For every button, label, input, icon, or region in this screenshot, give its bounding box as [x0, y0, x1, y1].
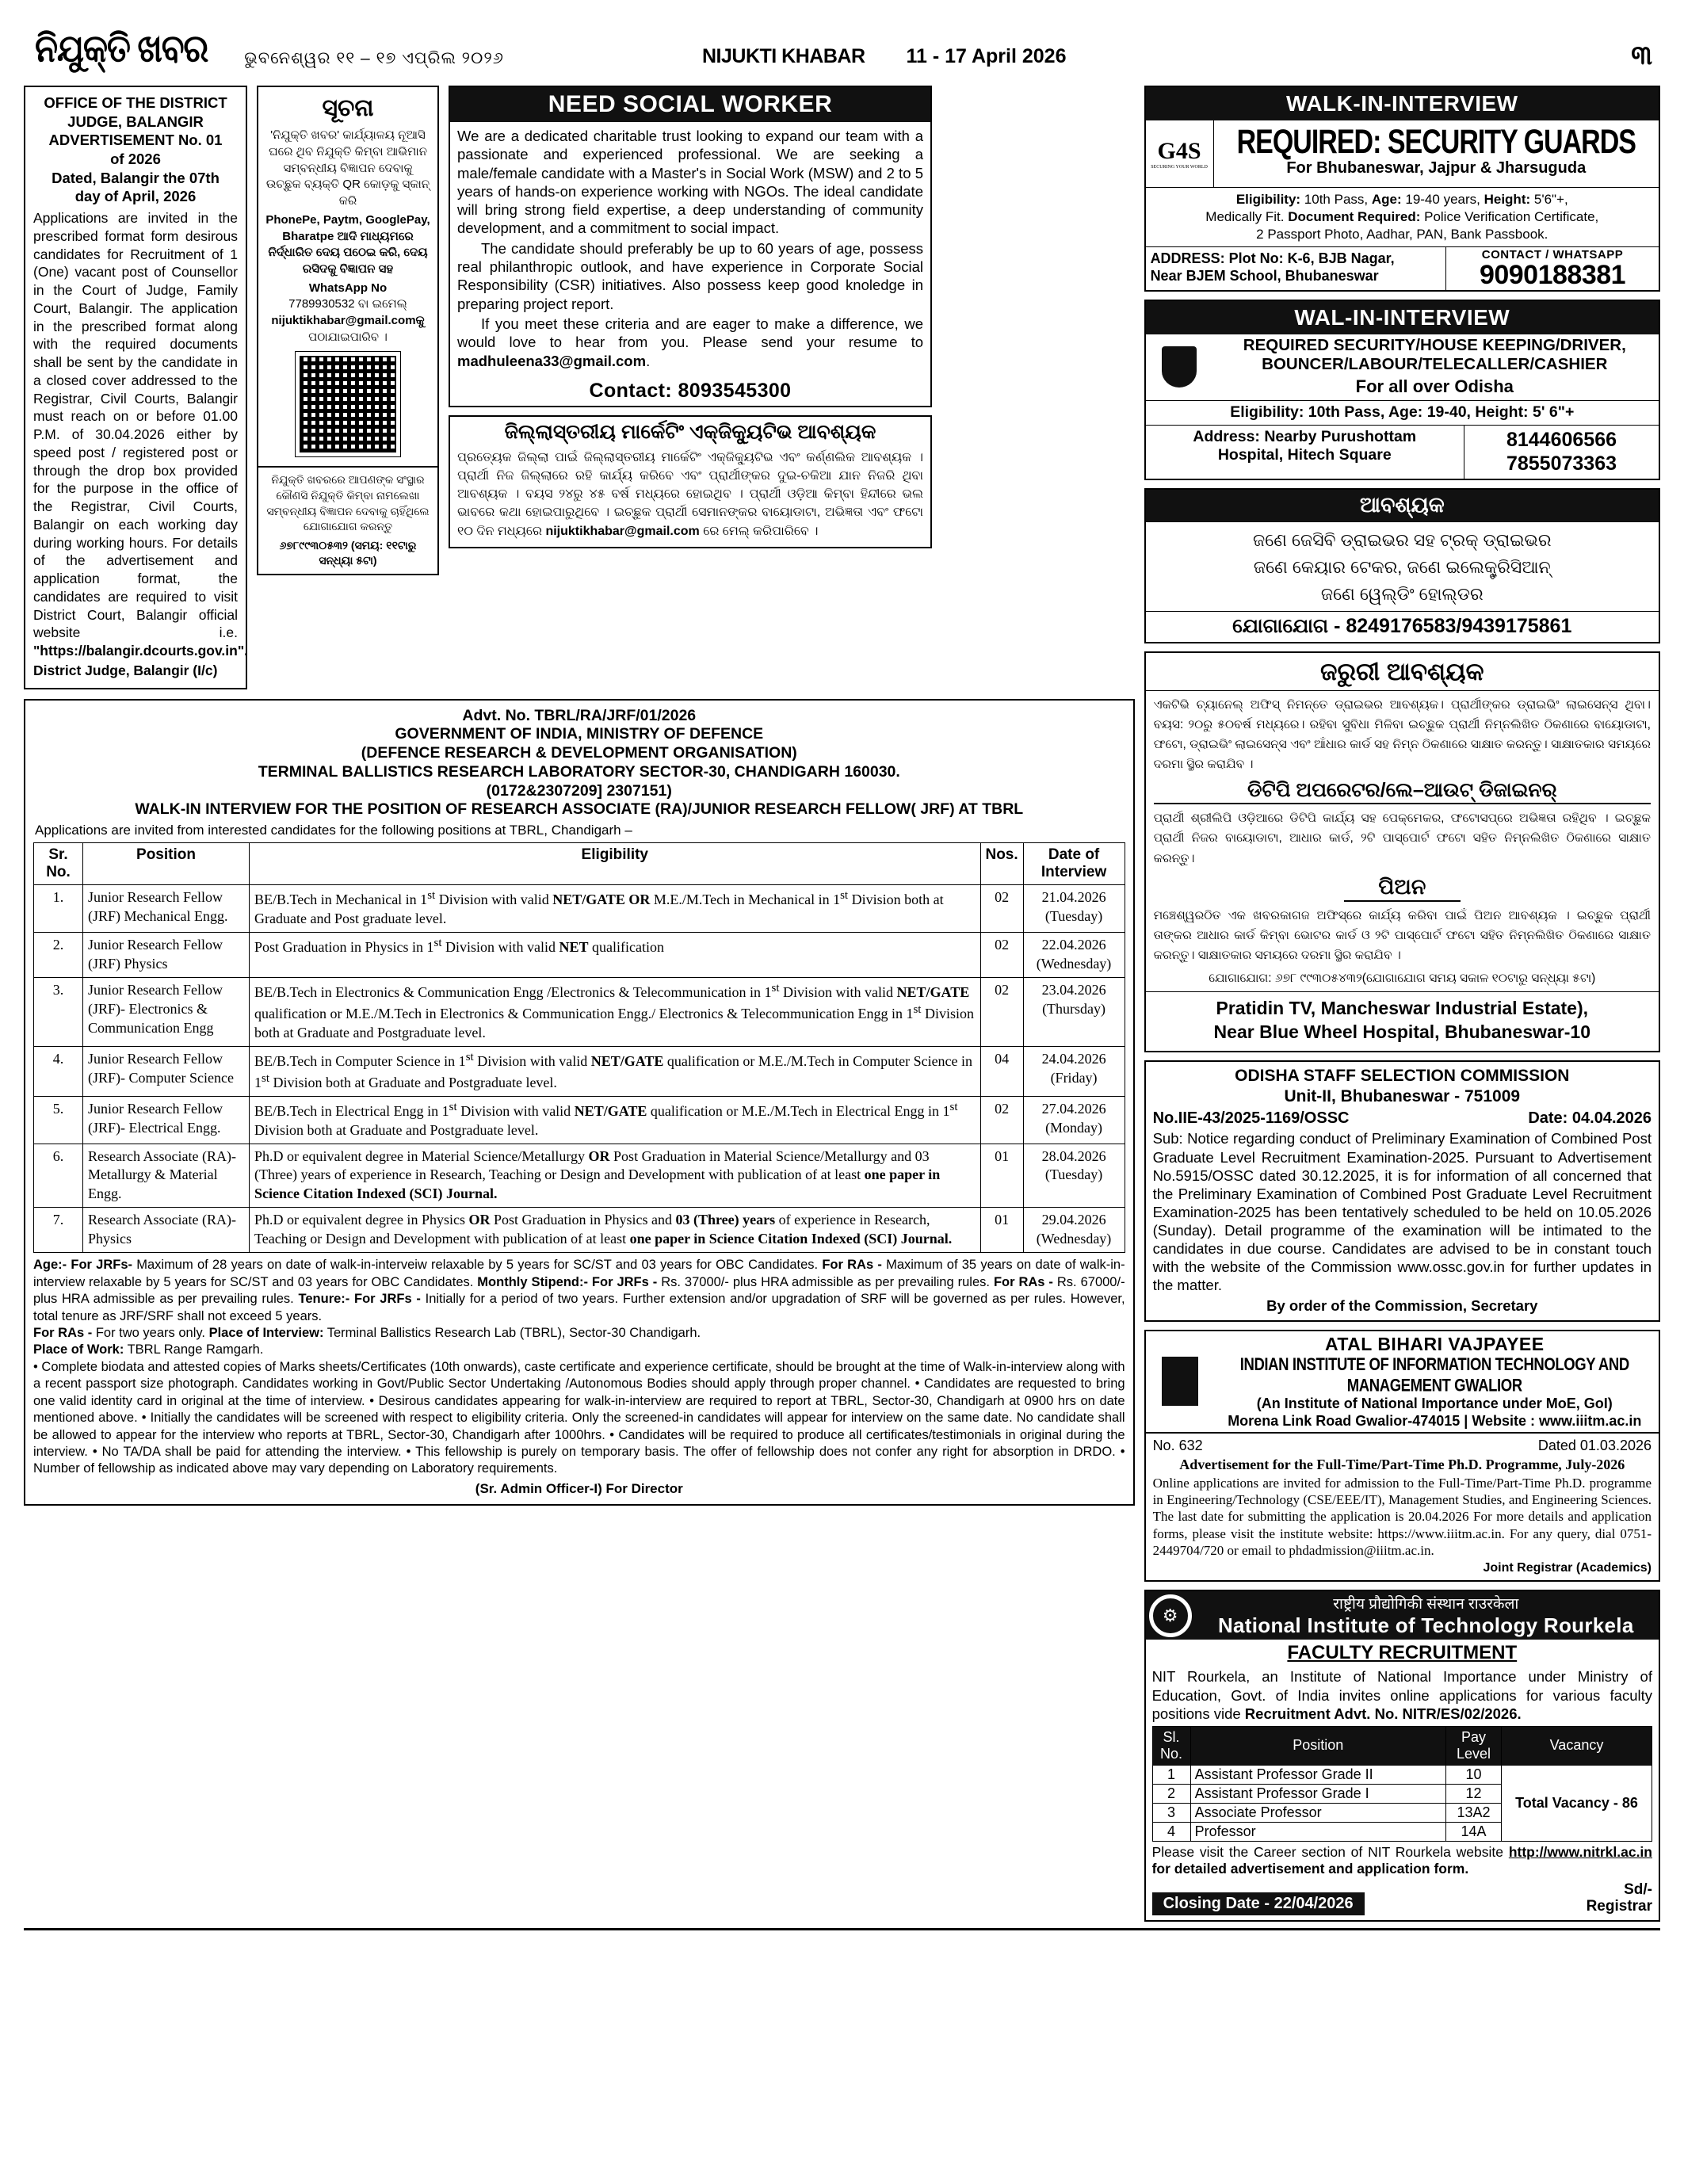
suchana-whatsapp-label: WhatsApp No: [308, 281, 388, 295]
g4s-age-label: Age:: [1371, 192, 1402, 207]
cell-eligibility: BE/B.Tech in Computer Science in 1st Division with valid NET/GATE qualification or M.E./M.Tech in Computer Science in 1st Division both at Graduate and Postgraduate level.: [250, 1046, 981, 1096]
marketing-email[interactable]: nijuktikhabar@gmail.com: [545, 524, 700, 538]
g4s-documents-line-3: 2 Passport Photo, Aadhar, PAN, Bank Passbook.: [1256, 226, 1548, 242]
nitr-intro: NIT Rourkela, an Institute of National Importance under Ministry of Education, Govt. of India invites online applications for various faculty positions vide: [1151, 1668, 1652, 1722]
cell-position: Research Associate (RA)- Metallurgy & Material Engg.: [83, 1144, 250, 1208]
ossc-title-2: Unit-II, Bhubaneswar - 751009: [1284, 1087, 1521, 1106]
nitr-cell-vacancy: Total Vacancy - 86: [1502, 1765, 1652, 1841]
nitr-cell-pay: 12: [1446, 1784, 1502, 1803]
g4s-address-line-1: Plot No: K-6, BJB Nagar,: [1224, 250, 1395, 267]
cell-sr-no: 2.: [34, 933, 83, 978]
jaruri-contact[interactable]: ଯୋଗାଯୋଗ: ୬୭୮ ୯୯୩୦୫୪୩୨(ଯୋଗାଯୋଗ ସମୟ ସକାଳ ୧୦ଟାରୁ ସନ୍ଧ୍ୟା ୫ଟା): [1209, 972, 1596, 985]
walkin2-address-line-1: Address: Nearby Purushottam: [1193, 427, 1417, 445]
table-header-row: [34, 843, 1125, 885]
nitr-note-post: for detailed advertisement and application form.: [1151, 1861, 1469, 1877]
masthead-date: 11 - 17 April 2026: [906, 45, 1067, 67]
nitr-positions-table: [1152, 1726, 1652, 1842]
nitr-closing-date: Closing Date - 22/04/2026: [1152, 1892, 1365, 1915]
nitr-advt-no: Recruitment Advt. No. NITR/ES/02/2026.: [1244, 1705, 1522, 1722]
ad-jaruri-abasyaka: [1144, 651, 1660, 1052]
ossc-title-1: ODISHA STAFF SELECTION COMMISSION: [1235, 1066, 1570, 1085]
dj-title-line-2: JUDGE, BALANGIR: [67, 113, 204, 130]
table-row: [34, 1046, 1125, 1096]
cell-sr-no: 3.: [34, 977, 83, 1046]
nitr-emblem-icon: ⚙: [1149, 1594, 1192, 1637]
right-column: [1144, 86, 1660, 1922]
g4s-headline: REQUIRED: SECURITY GUARDS: [1236, 123, 1636, 161]
th-sr-no: Sr. No.: [34, 843, 83, 885]
iiitm-name-4: Morena Link Road Gwalior-474015 | Website : www.iiitm.ac.in: [1228, 1412, 1642, 1429]
nitr-section-title: FACULTY RECRUITMENT: [1287, 1642, 1518, 1664]
drdo-signature: (Sr. Admin Officer-I) For Director: [475, 1480, 683, 1496]
cell-nos: 02: [980, 885, 1023, 933]
nitr-note-pre: Please visit the Career section of NIT Rourkela website: [1151, 1843, 1509, 1860]
cell-nos: 01: [980, 1144, 1023, 1208]
g4s-logo-text: G4S: [1157, 138, 1201, 164]
cell-date: 29.04.2026 (Wednesday): [1023, 1208, 1125, 1253]
dj-title-line-3: ADVERTISEMENT No. 01: [48, 132, 223, 149]
g4s-address-line-2: Near BJEM School, Bhubaneswar: [1150, 267, 1379, 284]
nitr-th-pay: Pay Level: [1446, 1726, 1502, 1765]
walkin2-address-line-2: Hospital, Hitech Square: [1217, 446, 1392, 464]
ad-district-judge: [24, 86, 247, 689]
g4s-age-value: 19-40 years,: [1401, 192, 1484, 207]
nitr-sd: Sd/-: [1624, 1880, 1652, 1898]
social-worker-para-3: If you meet these criteria and are eager to make a difference, we would love to hear from you. Please send your resume to: [457, 315, 923, 351]
drdo-notes-1: Age:- For JRFs- Maximum of 28 years on date of walk-in-interveiw relaxable by 5 years for SC/ST and 03 years for OBC Candidates. For RAs - Maximum of 35 years on date of walk-in-interview relaxable by 5 years for SC/ST and 03 years for OBC Candidates. Monthly Stipend:- For JRFs - Rs. 37000/- plus HRA admissible as per prevailing rules. For RAs - Rs. 67000/- plus HRA admissible as per prevailing rules. Tenure:- For JRFs - Initially for a period of two years. Further extension and/or upgradation of SRF will be governed as per rules. However, total tenure as JRF/SRF shall not exceed 5 years.: [33, 1258, 1125, 1323]
jaruri-address-line-1: Pratidin TV, Mancheswar Industrial Estate),: [1216, 998, 1589, 1019]
cell-date: 22.04.2026 (Wednesday): [1023, 933, 1125, 978]
cell-date: 28.04.2026 (Tuesday): [1023, 1144, 1125, 1208]
dj-title-line-1: OFFICE OF THE DISTRICT: [44, 94, 227, 111]
walkin2-phone-2[interactable]: 7855073363: [1506, 452, 1617, 475]
jaruri-para-2: ପ୍ରାର୍ଥୀ ଶ୍ରୀଲିପି ଓଡ଼ିଆରେ ଡିଟିପି କାର୍ଯ୍ୟ ସହ ପେକ୍‌ମେକର, ଫଟୋସପ୍‌ରେ ଅଭିଜ୍ଞତା ରହିଥିବ । ଇଚ୍ଛୁକ ପ୍ରାର୍ଥୀ ନିଜର ବାୟୋଡାଟା, ଆଧାର କାର୍ଡ, ୨ଟି ପାସ୍‌ପୋର୍ଟ ଫଟୋ ସହିତ ନିମ୍ନଲିଖିତ ଠିକଣାରେ ସାକ୍ଷାତ କରନ୍ତୁ।: [1153, 811, 1651, 865]
g4s-document-label: Document Required:: [1288, 208, 1421, 224]
jaruri-para-3: ମଞ୍ଚେଶ୍ୱରଠିତ ଏକ ଖବରକାଗଜ ଅଫିସ୍‌ରେ କାର୍ଯ୍ୟ କରିବା ପାଇଁ ପିଅନ ଆବଶ୍ୟକ । ଇଚ୍ଛୁକ ପ୍ରାର୍ଥୀ ତାଙ୍କର ଆଧାର କାର୍ଡ କିମ୍ବା ଭୋଟର କାର୍ଡ ଓ ୨ଟି ପାସ୍‌ପୋର୍ଟ ଫଟୋ ସହିତ ନିମ୍ନଲିଖିତ ଠିକଣାରେ ସାକ୍ଷାତ କରନ୍ତୁ। ସାକ୍ଷାତକାର ସମୟରେ ଦରମା ସ୍ଥିର କରାଯିବ ।: [1153, 908, 1651, 962]
nitr-cell-sl: 2: [1152, 1784, 1190, 1803]
ossc-signature: By order of the Commission, Secretary: [1266, 1296, 1538, 1314]
g4s-eligibility-value: 10th Pass,: [1300, 192, 1372, 207]
iiitm-dated: Dated 01.03.2026: [1537, 1437, 1652, 1453]
walkin2-line-1: REQUIRED SECURITY/HOUSE KEEPING/DRIVER,: [1243, 336, 1626, 355]
cell-position: Research Associate (RA)- Physics: [83, 1208, 250, 1253]
abasyaka-line-3: ଜଣେ ୱେଲ୍ଡିଂ ହୋଲ୍ଡର: [1320, 583, 1484, 604]
table-row: [34, 885, 1125, 933]
jaruri-sub-1: ଡିଟିପି ଅପରେଟର/ଲେ–ଆଉଟ୍ ଡିଜାଇନର୍: [1247, 779, 1557, 802]
dj-website[interactable]: "https://balangir.dcourts.gov.in".: [33, 643, 249, 659]
th-nos: Nos.: [980, 843, 1023, 885]
cell-sr-no: 7.: [34, 1208, 83, 1253]
cell-position: Junior Research Fellow (JRF) Mechanical Engg.: [83, 885, 250, 933]
cell-eligibility: Ph.D or equivalent degree in Material Science/Metallurgy OR Post Graduation in Material Science/Metallurgy and 03 (Three) years of experience in Research, Teaching or Design and Development with publication of at least one paper in Science Citation Indexed (SCI) Journal.: [250, 1144, 981, 1208]
masthead-logo: ନିଯୁକ୍ତି ଖବର: [35, 28, 208, 71]
walkin2-phone-1[interactable]: 8144606566: [1506, 428, 1617, 451]
dj-title-line-5: Dated, Balangir the 07th: [52, 169, 220, 186]
drdo-line-2: GOVERNMENT OF INDIA, MINISTRY OF DEFENCE: [395, 725, 764, 743]
g4s-logo-subtext: SECURING YOUR WORLD: [1151, 165, 1208, 170]
table-row: [34, 933, 1125, 978]
nitr-cell-pay: 14A: [1446, 1822, 1502, 1841]
page-bottom-rule: [24, 1928, 1660, 1930]
nitr-cell-position: Assistant Professor Grade I: [1190, 1784, 1445, 1803]
g4s-eligibility-label: Eligibility:: [1235, 192, 1301, 207]
table-row: [34, 1096, 1125, 1144]
nitr-cell-sl: 3: [1152, 1803, 1190, 1822]
nitr-table-header-row: [1152, 1726, 1652, 1765]
th-date: Date of Interview: [1023, 843, 1125, 885]
nitr-table-row: [1152, 1765, 1652, 1784]
cell-nos: 04: [980, 1046, 1023, 1096]
drdo-intro: Applications are invited from interested candidates for the following positions at TBRL, Chandigarh –: [35, 823, 632, 838]
ad-g4s-security-guards: [1144, 86, 1660, 292]
ossc-body: Sub: Notice regarding conduct of Preliminary Examination of Combined Post Graduate Level Recruitment Examination-2025. Pursuant to Advertisement No.5915/OSSC dated 30.12.2025, it is for information of all concerned that the Preliminary Examination of Combined Post Graduate Level Recruitment Examination-2025 has been tentatively scheduled to be held on 10.05.2026 (Sunday). Detail programme of the examination will be intimated to the candidates in due course. Candidates are advised to be in constant touch with the website of the Commission www.ossc.gov.in for further updates in the matter.: [1152, 1130, 1652, 1294]
ad-social-worker: [449, 86, 932, 407]
suchana-email[interactable]: nijuktikhabar@gmail.comକୁ: [271, 313, 425, 327]
drdo-line-5: (0172&2307209] 2307151): [486, 781, 672, 800]
nitr-th-position: Position: [1190, 1726, 1445, 1765]
masthead-place-date-odia: ଭୁବନେଶ୍ୱର ୧୧ – ୧୭ ଏପ୍ରିଲ ୨୦୨୬: [244, 49, 504, 67]
drdo-advt-no: Advt. No. TBRL/RA/JRF/01/2026: [462, 706, 697, 724]
nitr-th-vacancy: Vacancy: [1502, 1726, 1652, 1765]
masthead-name: NIJUKTI KHABAR: [702, 45, 865, 67]
nitr-cell-position: Assistant Professor Grade II: [1190, 1765, 1445, 1784]
iiitm-body-text: Online applications are invited for admission to the Full-Time/Part-Time Ph.D. programme in Engineering/Technology (CSE/EEE/IT), Management Studies, and Engineering Sciences. The last date for submitting the application is 20.04.2026 For more details and application forms, please visit the institute website: https://www.iiitm.ac.in. For any query, dial 0751-2449704/720 or email to phdadmission@iiitm.ac.in.: [1152, 1476, 1652, 1558]
cell-position: Junior Research Fellow (JRF)- Electrical Engg.: [83, 1096, 250, 1144]
page-number: ୩: [1631, 40, 1652, 71]
social-worker-contact[interactable]: Contact: 8093545300: [589, 379, 792, 402]
g4s-header: WALK-IN-INTERVIEW: [1146, 87, 1659, 120]
cell-position: Junior Research Fellow (JRF)- Electronics & Communication Engg: [83, 977, 250, 1046]
cell-nos: 01: [980, 1208, 1023, 1253]
jaruri-para-1: ଏକଟିଭି ଚ୍ୟାନେଲ୍ ଅଫିସ୍ ନିମନ୍ତେ ଡ୍ରାଇଭର ଆବଶ୍ୟକ। ପ୍ରାର୍ଥୀଙ୍କର ଡ୍ରାଇଭିଂ ଲାଇସେନ୍ସ ଥିବା। ବୟସ: ୨୦ରୁ ୫୦ବର୍ଷ ମଧ୍ୟରେ। ରହିବା ସୁବିଧା ମିଳିବା ଇଚ୍ଛୁକ ପ୍ରାର୍ଥୀ ନିମ୍ନଲିଖିତ ଠିକଣାରେ ବାୟୋଡାଟା, ଫଟୋ, ଡ୍ରାଇଭିଂ ଲାଇସେନ୍ସ ଏବଂ ଆଁଧାର କାର୍ଡ ସହ ନିମ୍ନ ଠିକଣାରେ ସାକ୍ଷାତ କରନ୍ତୁ। ସାକ୍ଷାତକାର ସମୟରେ ଦରମା ସ୍ଥିର କରାଯିବ ।: [1153, 697, 1651, 772]
table-row: [34, 977, 1125, 1046]
cell-date: 27.04.2026 (Monday): [1023, 1096, 1125, 1144]
ossc-date: Date: 04.04.2026: [1528, 1109, 1652, 1128]
social-worker-para-3-end: .: [646, 352, 651, 369]
nitr-registrar: Registrar: [1586, 1898, 1652, 1915]
social-worker-para-1: We are a dedicated charitable trust looking to expand our team with a passionate and experienced professional. We are seeking a male/female candidate with a Master's in Social Work (MSW) and 2 to 5 years of hands-on experience working with NGOs. The ideal candidate will bring strong field expertise, a deep understanding of community development, and a commitment to social impact.: [457, 128, 923, 237]
suchana-body: 'ନିଯୁକ୍ତି ଖବର' କାର୍ଯ୍ୟାଳୟ ନୂଆସି ଘରେ ଥିବ ନିଯୁକ୍ତି କିମ୍ବା ଆଭିମାନ ସମ୍ବନ୍ଧୀୟ ବିଜ୍ଞାପନ ଦେବାକୁ ଉଚ୍ଛୁକ ବ୍ୟକ୍ତି QR କୋଡ଼କୁ ସ୍କାନ୍ କରି: [265, 128, 430, 208]
ad-abasyaka-drivers: [1144, 488, 1660, 643]
drdo-notes-2: For RAs - For two years only. Place of Interview: Terminal Ballistics Research Lab (TBRL), Sector-30 Chandigarh.: [33, 1325, 701, 1340]
mid-top-stack: [449, 86, 932, 548]
iiitm-emblem-icon: [1147, 1357, 1212, 1406]
walkin2-shield-icon: [1146, 334, 1212, 399]
dj-title-line-6: day of April, 2026: [74, 188, 197, 205]
cell-nos: 02: [980, 933, 1023, 978]
suchana-pay-apps: PhonePe, Paytm, GooglePay, Bharatpe ଆଦି ମାଧ୍ୟମରେ ନିର୍ଦ୍ଧାରିତ ଦେୟ ପଠେଇ କରି, ଦେୟ ରସିଦକୁ ବିଜ୍ଞାପନ ସହ: [265, 212, 430, 276]
g4s-document-value: Police Verification Certificate,: [1420, 208, 1599, 224]
cell-date: 24.04.2026 (Friday): [1023, 1046, 1125, 1096]
nitr-cell-position: Professor: [1190, 1822, 1445, 1841]
iiitm-name-2: INDIAN INSTITUTE OF INFORMATION TECHNOLOGY AND MANAGEMENT GWALIOR: [1239, 1353, 1629, 1396]
cell-nos: 02: [980, 1096, 1023, 1144]
abasyaka-header: ଆବଶ୍ୟକ: [1146, 490, 1659, 522]
drdo-line-6: WALK-IN INTERVIEW FOR THE POSITION OF RESEARCH ASSOCIATE (RA)/JUNIOR RESEARCH FELLOW( JRF) AT TBRL: [135, 800, 1024, 819]
social-worker-email[interactable]: madhuleena33@gmail.com: [457, 352, 647, 369]
dj-signature: District Judge, Balangir (I/c): [33, 662, 218, 678]
iiitm-name-1: ATAL BIHARI VAJPAYEE: [1324, 1333, 1545, 1354]
table-row: [34, 1144, 1125, 1208]
cell-eligibility: BE/B.Tech in Mechanical in 1st Division with valid NET/GATE OR M.E./M.Tech in Mechanical in 1st Division both at Graduate and Post graduate level.: [250, 885, 981, 933]
walkin2-header: WAL-IN-INTERVIEW: [1146, 301, 1659, 334]
page-grid: [24, 86, 1660, 1922]
th-position: Position: [83, 843, 250, 885]
iiitm-adv-title: Advertisement for the Full-Time/Part-Time Ph.D. Programme, July-2026: [1179, 1456, 1625, 1472]
cell-date: 23.04.2026 (Thursday): [1023, 977, 1125, 1046]
th-eligibility: Eligibility: [250, 843, 981, 885]
cell-eligibility: BE/B.Tech in Electronics & Communication Engg /Electronics & Telecommunication in 1st Division with valid NET/GATE qualification or M.E./M.Tech in Electronics & Communication Engg./ Electronics & Telecommunication Engg in 1st Division both at Graduate and Postgraduate level.: [250, 977, 981, 1046]
g4s-contact-label: CONTACT / WHATSAPP: [1481, 248, 1624, 262]
marketing-body-end: ରେ ମେଲ୍ କରିପାରିବେ ।: [703, 524, 819, 538]
g4s-height-label: Height:: [1484, 192, 1531, 207]
table-row: [34, 1208, 1125, 1253]
walkin2-line-3: For all over Odisha: [1355, 376, 1514, 396]
cell-sr-no: 1.: [34, 885, 83, 933]
top-ads-row: [24, 86, 1135, 689]
qr-code-icon[interactable]: [296, 352, 400, 456]
masthead: [24, 22, 1660, 71]
walkin2-eligibility: Eligibility: 10th Pass, Age: 19-40, Height: 5' 6"+: [1146, 401, 1659, 426]
cell-eligibility: BE/B.Tech in Electrical Engg in 1st Division with valid NET/GATE qualification or M.E./M.Tech in Electrical Engg in 1st Division both at Graduate and Postgraduate level.: [250, 1096, 981, 1144]
cell-sr-no: 6.: [34, 1144, 83, 1208]
cell-date: 21.04.2026 (Tuesday): [1023, 885, 1125, 933]
dj-title-line-4: of 2026: [110, 151, 161, 168]
iiitm-name-3: (An Institute of National Importance under MoE, GoI): [1256, 1395, 1613, 1411]
ad-drdo-tbrl: [24, 699, 1135, 1506]
jaruri-sub-2: ପିଅନ: [1378, 874, 1426, 899]
marketing-title: ଜିଲ୍ଲାସ୍ତରୀୟ ମାର୍କେଟିଂ ଏକ୍‌ଜିକ୍ୟୁଟିଭ ଆବଶ୍ୟକ: [504, 420, 876, 443]
drdo-line-4: TERMINAL BALLISTICS RESEARCH LABORATORY SECTOR-30, CHANDIGARH 160030.: [258, 762, 900, 781]
suchana-title: ସୂଚନା: [322, 95, 374, 121]
walkin2-line-2: BOUNCER/LABOUR/TELECALLER/CASHIER: [1262, 355, 1608, 374]
g4s-contact-number[interactable]: 9090188381: [1479, 260, 1626, 291]
social-worker-para-2: The candidate should preferably be up to 60 years of age, possess real philanthropic outlook, and have experience in Corporate Social Responsibility (CSR) initiatives. Also possess keep good knoledge in preparing project report.: [457, 239, 923, 312]
ad-suchana: [257, 86, 439, 575]
dj-body: Applications are invited in the prescribed format form desirous candidates for Recruitment of 1 (One) vacant post of Counsellor in the Court of Judge, Family Court, Balangir. The application in the prescribed format along with the required documents shall be sent by the candidate in a closed cover addressed to the Registrar, Civil Courts, Balangir must reach on or before 01.00 P.M. of 30.04.2026 either by speed post / registered post or through the drop box provided for the purpose in the office of the Registrar, Civil Courts, Balangir on each working day during working hours. For details of the advertisement and application format, the candidates are required to visit District Court, Balangir official website i.e.: [33, 210, 238, 641]
abasyaka-contact[interactable]: ଯୋଗାଯୋଗ - 8249176583/9439175861: [1146, 611, 1659, 642]
g4s-height-value: 5'6"+,: [1530, 192, 1568, 207]
ad-iiitm-gwalior: [1144, 1330, 1660, 1583]
drdo-notes-3: Place of Work: TBRL Range Ramgarh.: [33, 1342, 264, 1357]
cell-position: Junior Research Fellow (JRF)- Computer Science: [83, 1046, 250, 1096]
nitr-cell-sl: 4: [1152, 1822, 1190, 1841]
cell-eligibility: Post Graduation in Physics in 1st Division with valid NET qualification: [250, 933, 981, 978]
suchana-whatsapp-no[interactable]: 7789930532 ବା ଇମେଲ୍: [288, 297, 407, 311]
nitr-th-sl: Sl. No.: [1152, 1726, 1190, 1765]
marketing-body: ପ୍ରତ୍ୟେକ ଜିଲ୍ଲା ପାଇଁ ଜିଲ୍ଲାସ୍ତରୀୟ ମାର୍କେଟିଂ ଏକ୍‌ଜିକ୍ୟୁଟିଭ ଏବଂ କର୍ଣ୍ଣଲିକ ଆବଶ୍ୟକ । ପ୍ରାର୍ଥୀ ନିଜ ଜିଲ୍ଲାରେ ରହି କାର୍ଯ୍ୟ କରିବେ ଏବଂ ପ୍ରାର୍ଥୀଙ୍କର ଦୁଇ-ଚକିଆ ଯାନ ନିଜରି ଥିବା ଆବଶ୍ୟକ । ବୟସ ୨୪ରୁ ୪୫ ବର୍ଷ ମଧ୍ୟରେ ହୋଇଥିବ । ପ୍ରାର୍ଥୀ ଓଡ଼ିଆ କିମ୍ବା ହିନ୍ଦୀରେ ଭଲ ଭାବରେ କଥା ହୋଇପାରୁଥିବେ । ଇଚ୍ଛୁକ ପ୍ରାର୍ଥୀ ସେମାନଙ୍କର ବାୟୋଡାଟା, ଅଭିଜ୍ଞତା ଏବଂ ଫଟୋ ୧୦ ଦିନ ମଧ୍ୟରେ: [457, 450, 923, 538]
drdo-positions-table: [33, 842, 1125, 1253]
g4s-logo-icon: [1146, 120, 1214, 187]
drdo-line-3: (DEFENCE RESEARCH & DEVELOPMENT ORGANISATION): [361, 744, 797, 762]
g4s-medically-fit: Medically Fit.: [1205, 208, 1289, 224]
ad-nit-rourkela: [1144, 1590, 1660, 1922]
ad-walkin-security-housekeeping: [1144, 300, 1660, 479]
cell-sr-no: 4.: [34, 1046, 83, 1096]
suchana-footer: ନିଯୁକ୍ତି ଖବରରେ ଆପଣଙ୍କ ସଂସ୍ଥାର କୌଣସି ନିଯୁକ୍ତି କିମ୍ବା ନାମଲେଖା ସମ୍ବନ୍ଧୀୟ ବିଜ୍ଞାପନ ଦେବାକୁ ଚାହିଁଥିଲେ ଯୋଗାଯୋଗ କରନ୍ତୁ: [266, 473, 430, 533]
suchana-send: ପଠାଯାଇପାରିବ ।: [308, 330, 388, 344]
drdo-bullets: • Complete biodata and attested copies of Marks sheets/Certificates (10th onwards), caste certificate and experience certificate, should be brought at the time of Walk-in-interview along with a recent passport size photograph. Candidates working in Govt/Public Sector Undertaking /Autonomous Bodies should apply through proper channel. • Candidates are requested to bring one valid identity card in original at the time of interview. • Desirous candidates appearing for walk-in-interview are required to report at TBRL, Sector-30, Chandigarh at 0900 hrs on date mentioned above. • Initially the candidates will be screened with respect to eligibility criteria. Only the screened-in candidates will appear for interview on the same date. No candidate shall be allowed to appear for the interview who reports at TBRL, Sector-30, Chandigarh after 1000hrs. • Candidates will be required to produce all certificates/testimonials in original during the interview. • No TA/DA shall be paid for attending the interview. • This fellowship is purely on temporary basis. The offer of fellowship does not confer any right for absorption in DRDO. • Number of fellowship as indicated above may vary depending on Laboratory requirements.: [33, 1359, 1125, 1476]
cell-nos: 02: [980, 977, 1023, 1046]
cell-eligibility: Ph.D or equivalent degree in Physics OR Post Graduation in Physics and 03 (Three) years of experience in Research, Teaching or Design and Development with publication of at least one paper in Science Citation Indexed (SCI) Journal.: [250, 1208, 981, 1253]
abasyaka-line-1: ଜଣେ ଜେସିବି ଡ୍ରାଇଭର ସହ ଟ୍ରକ୍ ଡ୍ରାଇଭର: [1253, 529, 1552, 550]
nitr-website-link[interactable]: http://www.nitrkl.ac.in: [1508, 1843, 1652, 1860]
nitr-cell-pay: 13A2: [1446, 1803, 1502, 1822]
nitr-cell-pay: 10: [1446, 1765, 1502, 1784]
abasyaka-line-2: ଜଣେ କେୟାର ଟେକର, ଜଣେ ଇଲେକ୍ଟ୍ରିସିଆନ୍: [1253, 556, 1551, 577]
jaruri-address-line-2: Near Blue Wheel Hospital, Bhubaneswar-10: [1213, 1021, 1590, 1042]
ossc-notice-no: No.IIE-43/2025-1169/OSSC: [1152, 1109, 1350, 1128]
ad-ossc-notice: [1144, 1060, 1660, 1322]
cell-position: Junior Research Fellow (JRF) Physics: [83, 933, 250, 978]
nitr-cell-sl: 1: [1152, 1765, 1190, 1784]
nitr-cell-position: Associate Professor: [1190, 1803, 1445, 1822]
cell-sr-no: 5.: [34, 1096, 83, 1144]
nitr-name-hindi: राष्ट्रीय प्रौद्योगिकी संस्थान राउरकेला: [1333, 1596, 1519, 1613]
ad-marketing-executive: [449, 415, 932, 548]
jaruri-title: ଜରୁରୀ ଆବଶ୍ୟକ: [1146, 653, 1659, 691]
social-worker-header: NEED SOCIAL WORKER: [450, 87, 930, 122]
suchana-phone[interactable]: ୬୭୮୯୯୩୦୫୩୨ (ସମୟ: ୧୧ଟାରୁ ସନ୍ଧ୍ୟା ୫ଟା): [279, 538, 417, 567]
g4s-subhead: For Bhubaneswar, Jajpur & Jharsuguda: [1286, 159, 1587, 177]
g4s-address-label: ADDRESS:: [1150, 250, 1225, 267]
nitr-name-english: National Institute of Technology Rourkela: [1217, 1613, 1634, 1638]
iiitm-signature: Joint Registrar (Academics): [1483, 1560, 1652, 1575]
iiitm-no: No. 632: [1152, 1437, 1203, 1453]
